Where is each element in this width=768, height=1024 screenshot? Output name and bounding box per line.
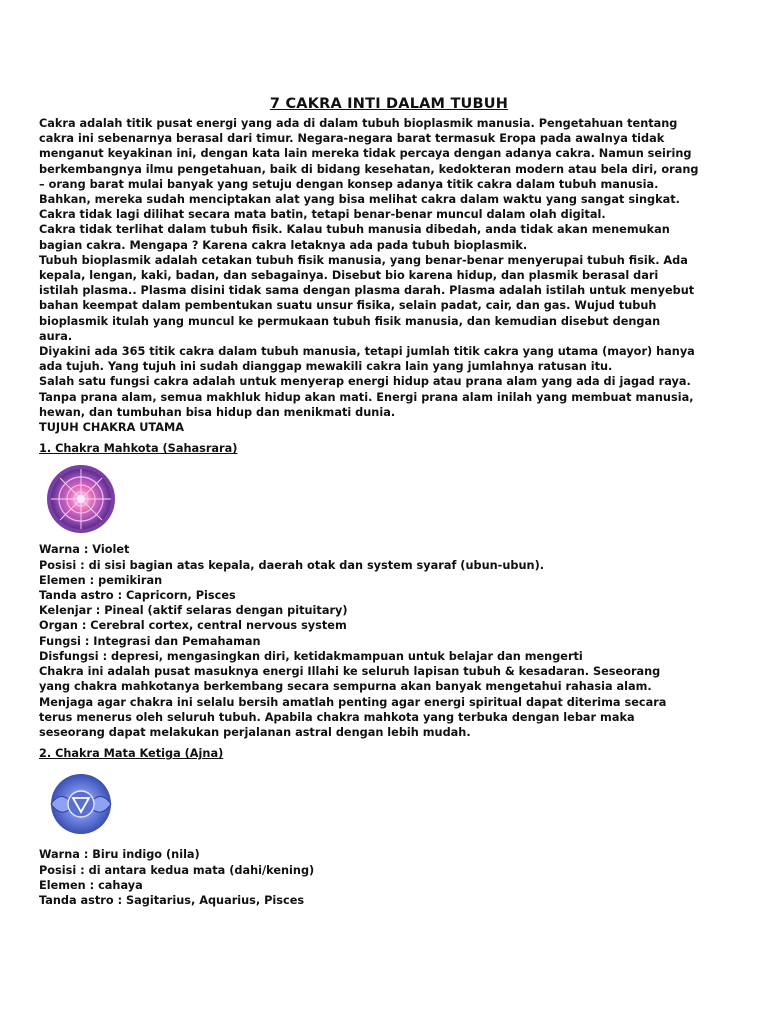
text-line: Cakra tidak lagi dilihat secara mata batin, tetapi benar-benar muncul dalam olah digital. (39, 208, 606, 222)
text-line: seseorang dapat melakukan perjalanan astral dengan lebih mudah. (39, 725, 471, 739)
text-line: Tanda astro : Capricorn, Pisces (39, 589, 236, 603)
text-line: Elemen : cahaya (39, 878, 143, 892)
text-line: – orang barat mulai banyak yang setuju dengan konsep adanya titik cakra dalam tubuh manusia. (39, 177, 659, 191)
text-line: Cakra adalah titik pusat energi yang ada di dalam tubuh bioplasmik manusia. Pengetahuan tentang (39, 117, 678, 130)
text-line: hewan, dan tumbuhan bisa hidup dan menikmati dunia. (39, 405, 396, 419)
text-line: Cakra tidak terlihat dalam tubuh fisik. Kalau tubuh manusia dibedah, anda tidak akan menemukan (39, 223, 670, 237)
crown-chakra-lotus-icon (45, 456, 739, 542)
text-line: bagian cakra. Mengapa ? Karena cakra letaknya ada pada tubuh bioplasmik. (39, 238, 528, 252)
intro-paragraph (39, 116, 739, 420)
text-line: menganut keyakinan ini, dengan kata lain mereka tidak percaya dengan adanya cakra. Namun seiring (39, 147, 692, 161)
text-line: yang chakra mahkotanya berkembang secara sempurna akan banyak mengetahui rahasia alam. (39, 680, 652, 694)
text-line: Warna : Violet (39, 543, 130, 557)
text-line: aura. (39, 329, 73, 343)
chakra-2-heading: 2. Chakra Mata Ketiga (Ajna) (39, 747, 224, 761)
text-line: istilah plasma.. Plasma disini tidak sama dengan plasma darah. Plasma adalah istilah untuk menyebut (39, 284, 695, 298)
text-line: cakra ini sebenarnya berasal dari timur. Negara-negara barat termasuk Eropa pada awalnya tidak (39, 132, 665, 146)
text-line: bahan keempat dalam pembentukan suatu unsur fisika, selain padat, cair, dan gas. Wujud tubuh (39, 299, 657, 313)
chakra-1-heading: 1. Chakra Mahkota (Sahasrara) (39, 442, 238, 456)
text-line: Posisi : di antara kedua mata (dahi/kening) (39, 863, 315, 877)
third-eye-chakra-icon (45, 761, 739, 847)
text-line: Posisi : di sisi bagian atas kepala, daerah otak dan system syaraf (ubun-ubun). (39, 558, 545, 572)
page-title: 7 CAKRA INTI DALAM TUBUH (269, 96, 509, 112)
text-line: Menjaga agar chakra ini selalu bersih amatlah penting agar energi spiritual dapat diterima secara (39, 695, 667, 709)
text-line: Tanpa prana alam, semua makhluk hidup akan mati. Energi prana alam inilah yang membuat manusia, (39, 390, 694, 404)
text-line: Warna : Biru indigo (nila) (39, 848, 200, 862)
text-line: Diyakini ada 365 titik cakra dalam tubuh manusia, tetapi jumlah titik cakra yang utama (mayor) hanya (39, 345, 695, 359)
text-line: Tanda astro : Sagitarius, Aquarius, Pisces (39, 893, 305, 907)
text-line: Disfungsi : depresi, mengasingkan diri, ketidakmampuan untuk belajar dan mengerti (39, 649, 583, 663)
section-heading: TUJUH CHAKRA UTAMA (39, 421, 184, 435)
text-line: Bahkan, mereka sudah menciptakan alat yang bisa melihat cakra dalam waktu yang sangat singkat. (39, 193, 680, 207)
text-line: Chakra ini adalah pusat masuknya energi Illahi ke seluruh lapisan tubuh & kesadaran. Seseorang (39, 665, 661, 679)
text-line: ada tujuh. Yang tujuh ini sudah dianggap mewakili cakra lain yang jumlahnya ratusan itu. (39, 360, 613, 374)
text-line: terus menerus oleh seluruh tubuh. Apabila chakra mahkota yang terbuka dengan lebar maka (39, 710, 635, 724)
text-line: Elemen : pemikiran (39, 573, 163, 587)
text-line: kepala, lengan, kaki, badan, dan sebagainya. Disebut bio karena hidup, dan plasmik berasal dari (39, 269, 659, 283)
text-line: Organ : Cerebral cortex, central nervous system (39, 619, 347, 633)
text-line: Salah satu fungsi cakra adalah untuk menyerap energi hidup atau prana alam yang ada di jagad raya. (39, 375, 691, 389)
text-line: bioplasmik itulah yang muncul ke permukaan tubuh fisik manusia, dan kemudian disebut dengan (39, 314, 661, 328)
text-line: Kelenjar : Pineal (aktif selaras dengan pituitary) (39, 604, 348, 618)
chakra-2-details (39, 847, 739, 908)
text-line: berkembangnya ilmu pengetahuan, baik di bidang kesehatan, kedokteran modern atau bela diri, orang (39, 162, 699, 176)
text-line: Fungsi : Integrasi dan Pemahaman (39, 634, 261, 648)
document-page (39, 96, 739, 908)
text-line: Tubuh bioplasmik adalah cetakan tubuh fisik manusia, yang benar-benar menyerupai tubuh fisik. Ada (39, 253, 688, 267)
chakra-1-details (39, 542, 739, 740)
